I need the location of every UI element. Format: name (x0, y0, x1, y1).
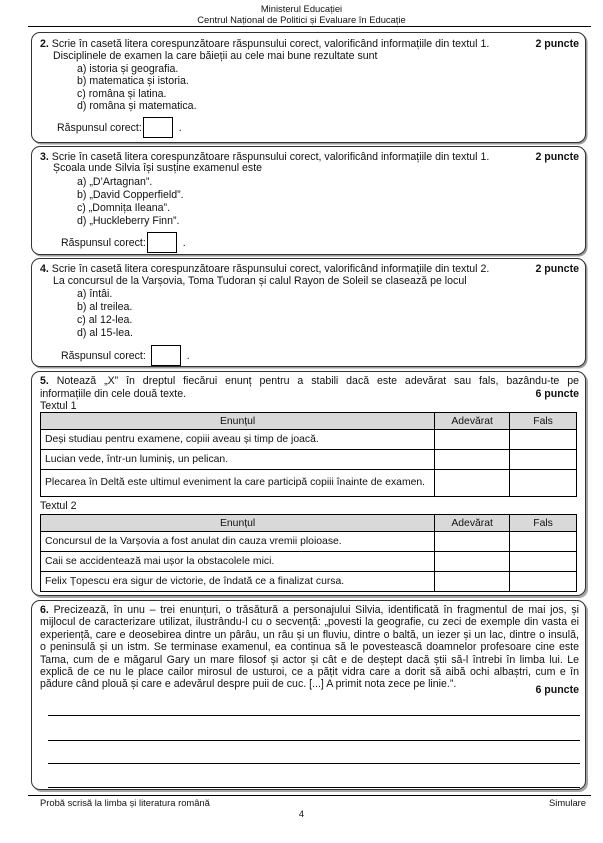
header-divider (28, 26, 591, 27)
question-instruction: Scrie în casetă litera corespunzătoare răspunsului corect, valorificând informațiile din textul 2. (51, 263, 490, 275)
text2-table (40, 514, 577, 592)
column-header-false: Fals (510, 515, 577, 532)
answer-label: Răspunsul corect: (61, 236, 146, 249)
true-cell[interactable] (435, 572, 510, 592)
option-b: b) „David Copperfield”. (77, 189, 184, 201)
statement-cell: Deși studiau pentru examene, copiii aveau și timp de joacă. (41, 430, 435, 450)
question-instruction: Scrie în casetă litera corespunzătoare răspunsului corect, valorificând informațiile din textul 1. (51, 38, 490, 50)
true-cell[interactable] (435, 430, 510, 450)
false-cell[interactable] (510, 572, 577, 592)
answer-box[interactable] (143, 117, 173, 138)
column-header-false: Fals (510, 413, 577, 430)
table-row (41, 430, 577, 450)
question-number: 6. (40, 604, 49, 616)
false-cell[interactable] (510, 532, 577, 552)
footer-exam-type: Simulare (549, 797, 586, 808)
option-b: b) matematica și istoria. (77, 75, 189, 87)
answer-label: Răspunsul corect: (57, 121, 142, 134)
answer-line-2[interactable] (48, 740, 580, 741)
question-points: 6 puncte (535, 684, 579, 696)
question-number: 5. (40, 375, 49, 387)
statement-cell: Felix Țopescu era sigur de victorie, de îndată ce a finalizat cursa. (41, 572, 435, 592)
question-2-box: 2. Scrie în casetă litera corespunzătoare răspunsului corect, valorificând informațiile din textul 1. 2 puncte Disciplinele de examen la care băieții au cele mai bune rezultate sunt a) istoria și geografia. b) matematica și istoria. c) româna și latina. d) româna și matematica. Răspunsul corect: . (31, 32, 586, 143)
option-c: c) româna și latina. (77, 88, 167, 100)
option-c: c) „Domnița Ileana”. (77, 202, 171, 214)
table-row (41, 470, 577, 497)
true-cell[interactable] (435, 552, 510, 572)
answer-line-4[interactable] (48, 787, 580, 788)
question-points: 2 puncte (535, 151, 579, 163)
text2-label: Textul 2 (40, 500, 77, 512)
option-c: c) al 12-lea. (77, 314, 133, 326)
answer-box[interactable] (147, 232, 177, 253)
false-cell[interactable] (510, 470, 577, 497)
column-header-statement: Enunțul (41, 413, 435, 430)
answer-line-3[interactable] (48, 763, 580, 764)
question-points: 2 puncte (535, 263, 579, 275)
footer-divider (28, 795, 591, 796)
question-5-box (31, 371, 586, 596)
question-4-box: 4. Scrie în casetă litera corespunzătoare răspunsului corect, valorificând informațiile din textul 2. 2 puncte La concursul de la Varșovia, Toma Tudoran și calul Rayon de Soleil se clasează pe locul a) întâi. b) al treilea. c) al 12-lea. d) al 15-lea. Răspunsul corect: . (31, 258, 586, 367)
option-d: d) al 15-lea. (77, 327, 133, 339)
question-3-box: 3. Scrie în casetă litera corespunzătoare răspunsului corect, valorificând informațiile din textul 1. 2 puncte Școala unde Silvia își susține examenul este a) „D’Artagnan”. b) „David Copperfield”. c) „Domnița Ileana”. d) „Huckleberry Finn”. Răspunsul corect: . (31, 146, 586, 255)
table-header-row (41, 515, 577, 532)
table-header-row (41, 413, 577, 430)
true-cell[interactable] (435, 450, 510, 470)
center-name: Centrul Național de Politici și Evaluare în Educație (197, 14, 406, 25)
table-row (41, 552, 577, 572)
column-header-true: Adevărat (435, 515, 510, 532)
question-instruction-1: Notează „X” în dreptul fiecărui enunț pentru a stabili dacă este adevărat sau fals, bazându-te pe (56, 375, 579, 387)
question-stem: Școala unde Silvia își susține examenul este (53, 162, 263, 174)
question-6-box (31, 600, 586, 790)
question-points: 2 puncte (535, 38, 579, 50)
false-cell[interactable] (510, 450, 577, 470)
page-number: 4 (298, 808, 305, 819)
option-a: a) „D’Artagnan”. (77, 176, 153, 188)
false-cell[interactable] (510, 430, 577, 450)
false-cell[interactable] (510, 552, 577, 572)
option-b: b) al treilea. (77, 301, 133, 313)
table-row (41, 450, 577, 470)
question-text: Precizează, în unu – trei enunțuri, o trăsătură a personajului Silvia, identificată în fragmentul de mai jos, și mijlocul de caracterizare utilizat, ilustrându-l cu o secvență: „povesti la geografie, cu zeci de exemple din vasta ei experiență, care e deosebirea dintre un pârâu, un râu și un fluviu, dintre o baltă, un iezer și un lac, dintre o insulă, o peninsulă și un istm. Se terminase examenul, ea continua să le povestească doamnelor profesoare cine este Tama, cum de e măgarul Gary un mare filosof și actor și cât e de deștept dacă știi să-l întrebi în limba lui. Le explică de ce nu le place cailor mirosul de usturoi, ce a pățit vidra care a dorit să aibă ochi albaștri, cum e în pădure când plouă și care e adevărul despre puii de cuc. [...] A primit nota zece pe linie.”. (40, 604, 579, 691)
column-header-true: Adevărat (435, 413, 510, 430)
answer-line-1[interactable] (48, 715, 580, 716)
question-stem: La concursul de la Varșovia, Toma Tudoran și calul Rayon de Soleil se clasează pe locul (53, 275, 467, 287)
question-number: 4. (40, 263, 49, 275)
option-a: a) istoria și geografia. (77, 63, 179, 75)
option-d: d) româna și matematica. (77, 100, 197, 112)
column-header-statement: Enunțul (41, 515, 435, 532)
question-number: 3. (40, 151, 49, 163)
true-cell[interactable] (435, 532, 510, 552)
option-d: d) „Huckleberry Finn”. (77, 215, 180, 227)
question-instruction: Scrie în casetă litera corespunzătoare răspunsului corect, valorificând informațiile din textul 1. (51, 151, 490, 163)
question-stem: Disciplinele de examen la care băieții au cele mai bune rezultate sunt (53, 50, 378, 62)
answer-label: Răspunsul corect: (61, 349, 146, 362)
answer-box[interactable] (151, 345, 181, 366)
statement-cell: Concursul de la Varșovia a fost anulat din cauza vremii ploioase. (41, 532, 435, 552)
footer-exam-title: Probă scrisă la limba și literatura română (40, 797, 210, 808)
question-number: 2. (40, 38, 49, 50)
text1-label: Textul 1 (40, 400, 77, 412)
text1-table (40, 412, 577, 497)
table-row (41, 572, 577, 592)
ministry-name: Ministerul Educației (260, 3, 343, 14)
true-cell[interactable] (435, 470, 510, 497)
option-a: a) întâi. (77, 288, 113, 300)
statement-cell: Lucian vede, într-un luminiș, un pelican. (41, 450, 435, 470)
question-points: 6 puncte (535, 388, 579, 400)
table-row (41, 532, 577, 552)
statement-cell: Plecarea în Deltă este ultimul eveniment la care participă copiii înainte de examen. (41, 470, 435, 497)
question-instruction-2: informațiile din cele două texte. (40, 388, 187, 400)
statement-cell: Caii se accidentează mai ușor la obstacolele mici. (41, 552, 435, 572)
